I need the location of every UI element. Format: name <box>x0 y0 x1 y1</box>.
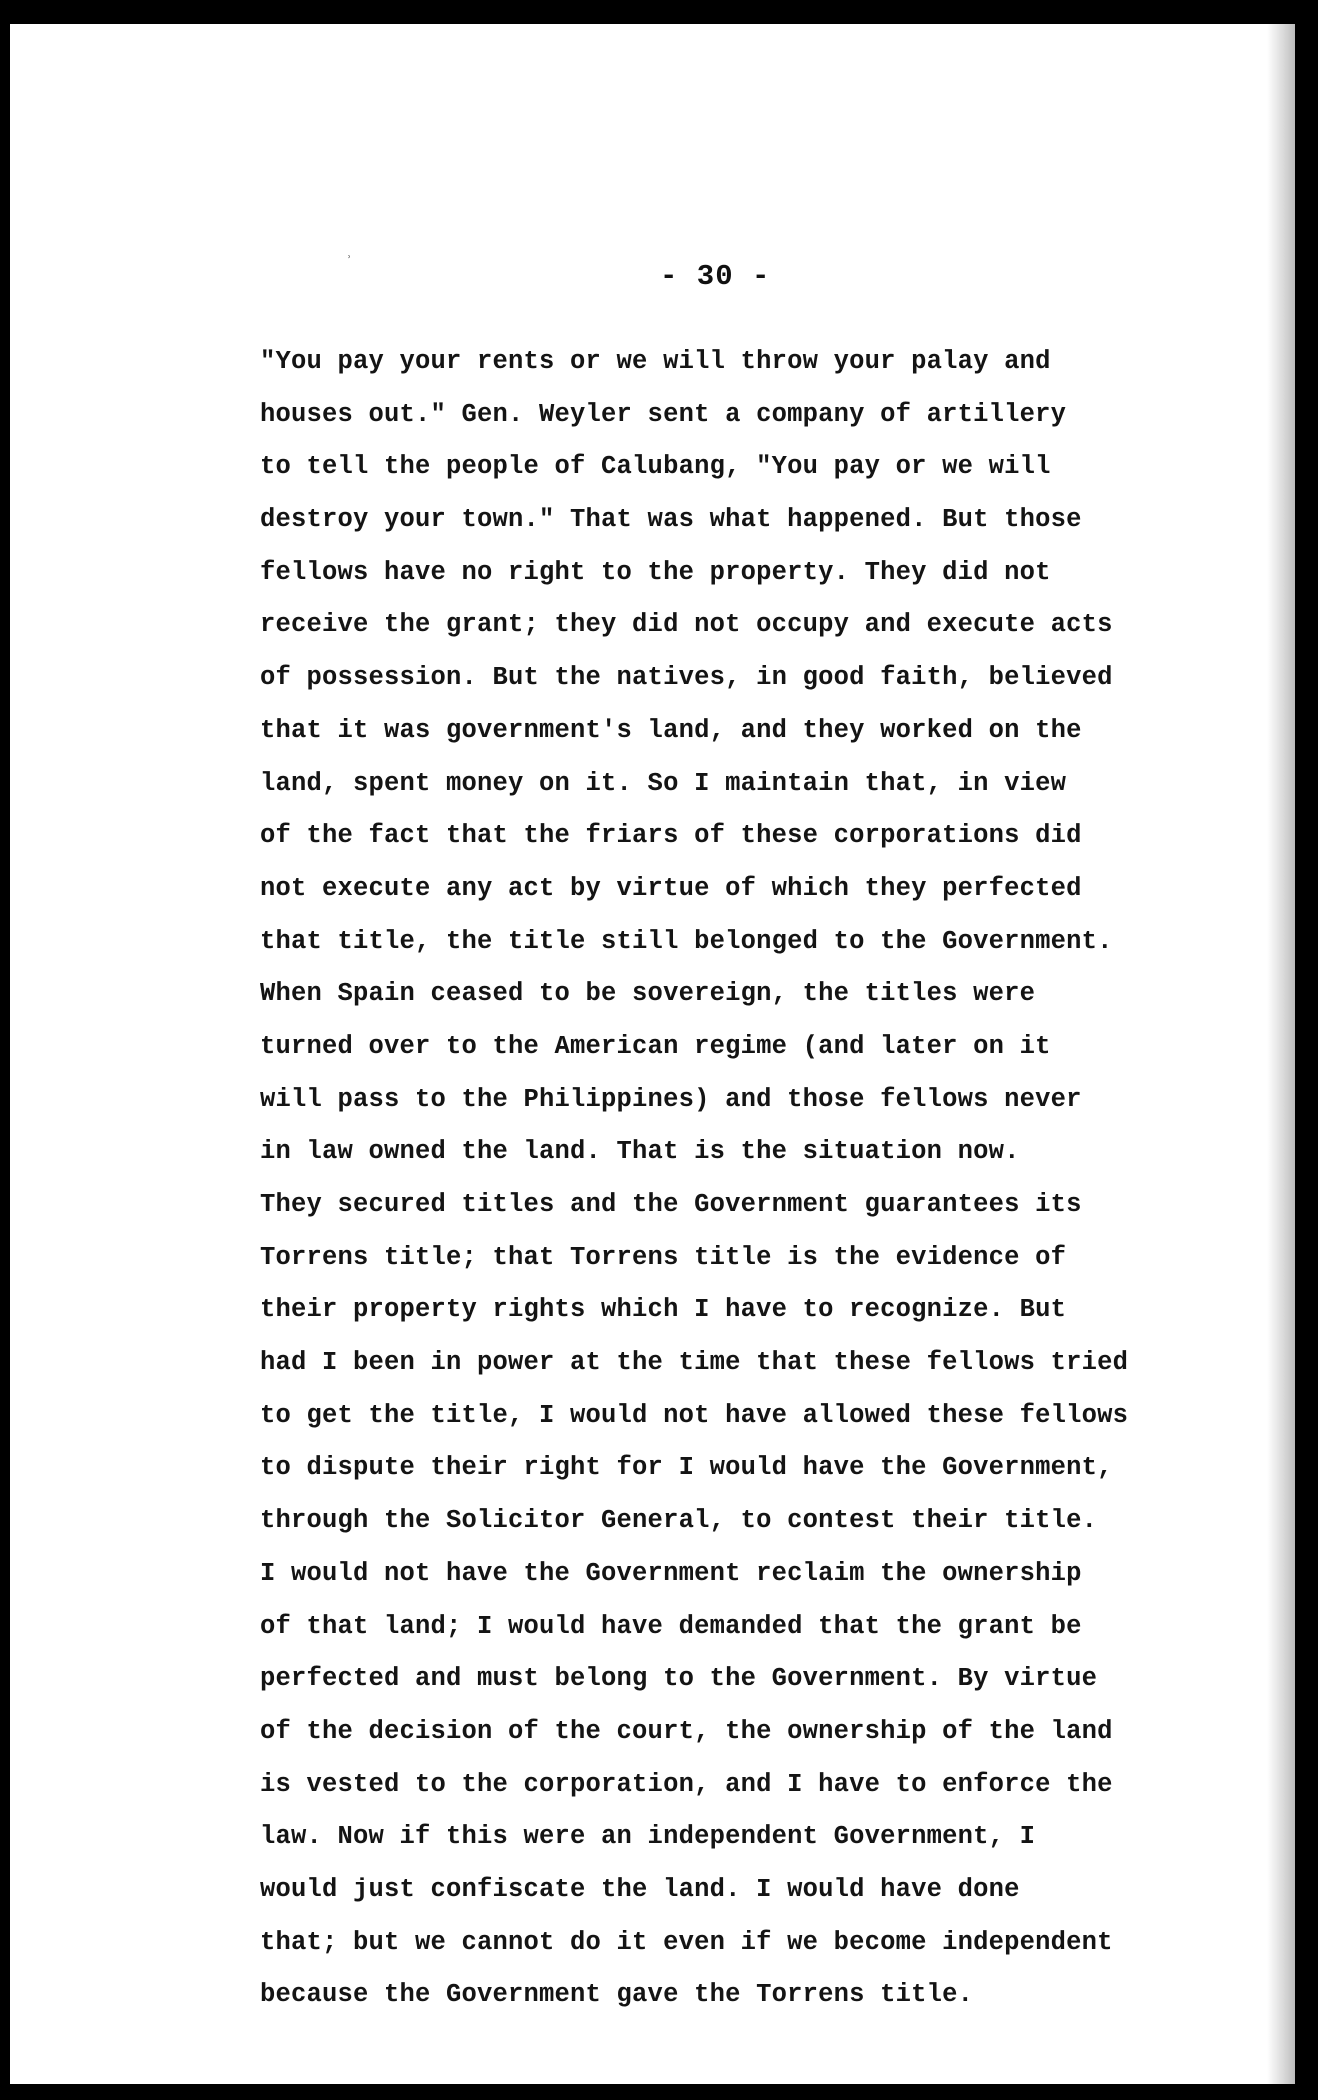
text-line: because the Government gave the Torrens title. <box>260 1980 974 2010</box>
text-line: will pass to the Philippines) and those fellows never <box>260 1084 1082 1114</box>
text-line: of possession. But the natives, in good faith, believed <box>260 663 1113 693</box>
text-line: houses out." Gen. Weyler sent a company of artillery <box>260 399 1067 429</box>
text-line: perfected and must belong to the Government. By virtue <box>260 1664 1098 1694</box>
typed-body-text <box>260 336 1180 2022</box>
text-line: "You pay your rents or we will throw your palay and <box>260 347 1051 376</box>
text-line: receive the grant; they did not occupy and execute acts <box>260 610 1113 640</box>
text-line: their property rights which I have to recognize. But <box>260 1295 1067 1325</box>
text-line: would just confiscate the land. I would have done <box>260 1874 1020 1904</box>
text-line: land, spent money on it. So I maintain that, in view <box>260 768 1067 798</box>
text-line: to dispute their right for I would have the Government, <box>260 1453 1113 1483</box>
text-line: fellows have no right to the property. They did not <box>260 557 1051 587</box>
text-line: is vested to the corporation, and I have to enforce the <box>260 1769 1113 1799</box>
text-line: I would not have the Government reclaim the ownership <box>260 1558 1082 1588</box>
text-line: to get the title, I would not have allowed these fellows <box>260 1400 1129 1430</box>
text-line: of that land; I would have demanded that the grant be <box>260 1611 1082 1641</box>
scan-speck: ʾ <box>344 254 354 272</box>
text-line: turned over to the American regime (and later on it <box>260 1031 1051 1061</box>
text-line: to tell the people of Calubang, "You pay or we will <box>260 452 1051 482</box>
text-line: had I been in power at the time that these fellows tried <box>260 1348 1129 1378</box>
text-line: that it was government's land, and they worked on the <box>260 715 1082 745</box>
text-line: Torrens title; that Torrens title is the evidence of <box>260 1242 1067 1272</box>
page-number: - 30 - <box>660 260 771 293</box>
text-line: destroy your town." That was what happened. But those <box>260 505 1082 535</box>
page-edge-shadow <box>1267 24 1295 2084</box>
text-line: When Spain ceased to be sovereign, the titles were <box>260 979 1036 1009</box>
text-line: They secured titles and the Government guarantees its <box>260 1190 1082 1219</box>
text-line: that title, the title still belonged to the Government. <box>260 926 1113 956</box>
text-line: in law owned the land. That is the situation now. <box>260 1137 1020 1167</box>
scanned-page <box>10 24 1295 2084</box>
text-line: of the fact that the friars of these corporations did <box>260 821 1082 851</box>
text-line: not execute any act by virtue of which they perfected <box>260 873 1082 903</box>
text-line: that; but we cannot do it even if we become independent <box>260 1927 1113 1957</box>
text-line: through the Solicitor General, to contest their title. <box>260 1506 1098 1536</box>
text-line: law. Now if this were an independent Government, I <box>260 1822 1036 1852</box>
text-line: of the decision of the court, the ownership of the land <box>260 1716 1113 1746</box>
